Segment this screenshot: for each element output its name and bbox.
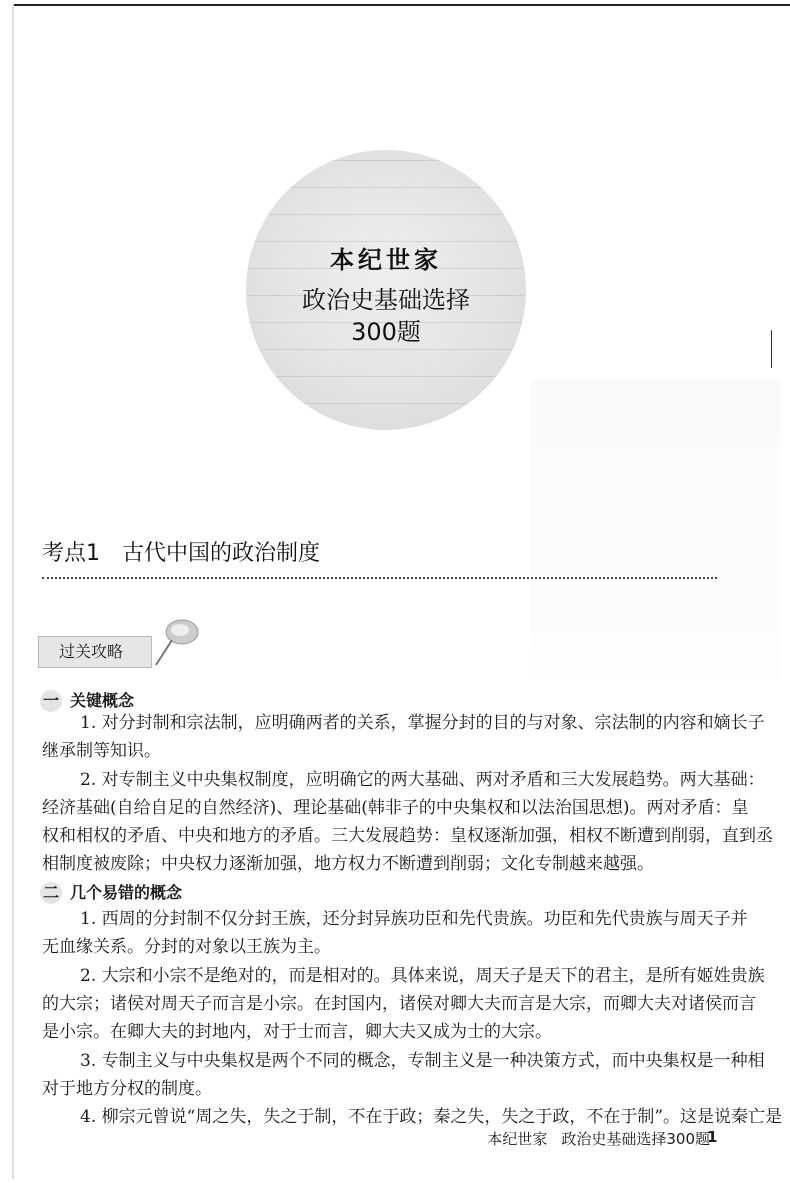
running-footer bbox=[473, 1128, 710, 1149]
text-line: 的大宗；诸侯对周天子而言是小宗。在封国内，诸侯对卿大夫而言是大宗，而卿大夫对诸侯而言 bbox=[42, 994, 756, 1014]
text-line: 1. 西周的分封制不仅分封王族，还分封异族功臣和先代贵族。功臣和先代贵族与周天子并 bbox=[80, 909, 748, 929]
text-line: 无血缘关系。分封的对象以王族为主。 bbox=[42, 937, 331, 957]
text-line: 是小宗。在卿大夫的封地内，对于士而言，卿大夫又成为士的大宗。 bbox=[42, 1022, 552, 1042]
chapter-heading bbox=[42, 536, 342, 567]
page-border bbox=[12, 4, 790, 6]
text-line: 权和相权的矛盾、中央和地方的矛盾。三大发展趋势：皇权逐渐加强，相权不断遭到削弱，直到丞 bbox=[42, 826, 773, 846]
cover-title: 政治史基础选择 bbox=[302, 286, 470, 314]
text-line: 经济基础(自给自足的自然经济)、理论基础(韩非子的中央集权和以法治国思想)。两对矛盾：皇 bbox=[42, 798, 749, 818]
cover-series: 本纪世家 bbox=[330, 245, 442, 274]
text-line: 4. 柳宗元曾说“周之失，失之于制，不在于政；秦之失，失之于政，不在于制”。这是说秦亡是 bbox=[80, 1107, 783, 1127]
section-heading bbox=[40, 880, 182, 904]
page-mark bbox=[771, 330, 772, 368]
section-number: 一 bbox=[40, 690, 62, 712]
text-line: 2. 对专制主义中央集权制度，应明确它的两大基础、两对矛盾和三大发展趋势。两大基础： bbox=[80, 770, 765, 790]
text-line: 1. 对分封制和宗法制，应明确两者的关系，掌握分封的目的与对象、宗法制的内容和嫡长子 bbox=[80, 713, 765, 733]
pushpin-icon bbox=[146, 610, 206, 670]
text-line: 相制度被废除；中央权力逐渐加强，地方权力不断遭到削弱；文化专制越来越强。 bbox=[42, 854, 654, 874]
section-heading bbox=[40, 688, 134, 712]
text-line: 2. 大宗和小宗不是绝对的，而是相对的。具体来说，周天子是天下的君主，是所有姬姓贵族 bbox=[80, 966, 765, 986]
text-line: 对于地方分权的制度。 bbox=[42, 1079, 212, 1099]
page-border bbox=[12, 4, 14, 1179]
footer-title: 政治史基础选择300题 bbox=[561, 1130, 710, 1148]
strategy-tag: 过关攻略 bbox=[38, 636, 152, 668]
section-number: 二 bbox=[40, 882, 62, 904]
section-title: 关键概念 bbox=[70, 691, 135, 710]
chapter-title: 古代中国的政治制度 bbox=[122, 541, 321, 566]
text-line: 继承制等知识。 bbox=[42, 741, 161, 761]
section-title: 几个易错的概念 bbox=[70, 883, 183, 902]
page-number: 1 bbox=[707, 1128, 718, 1146]
footer-book: 本纪世家 bbox=[487, 1130, 548, 1148]
faded-background bbox=[530, 380, 780, 680]
divider bbox=[42, 577, 717, 579]
chapter-label: 考点1 bbox=[42, 541, 100, 566]
cover-count: 300题 bbox=[351, 318, 421, 346]
text-line: 3. 专制主义与中央集权是两个不同的概念，专制主义是一种决策方式，而中央集权是一种相 bbox=[80, 1051, 765, 1071]
